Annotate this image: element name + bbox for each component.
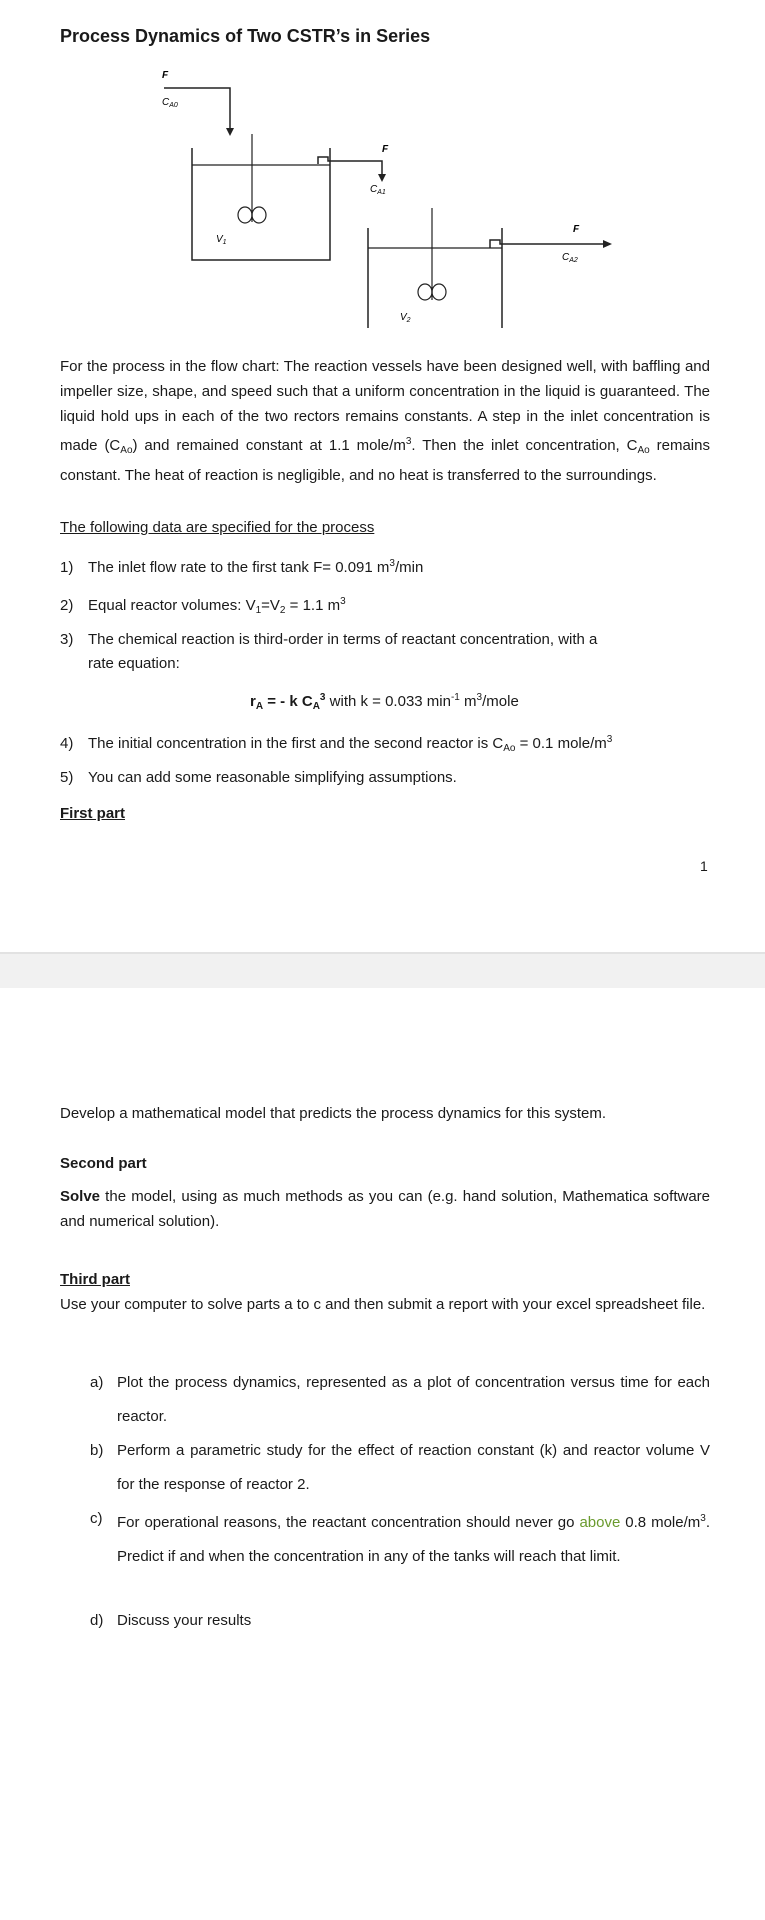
stirrer-2-blade-right	[432, 284, 446, 300]
svg-text:V1: $V_1$	[216, 234, 227, 246]
overflow-pipe-1	[318, 157, 382, 176]
highlight-above: above	[579, 1514, 621, 1531]
page-separator	[0, 952, 765, 988]
inlet-pipe	[164, 88, 230, 130]
list-item-5: 5) You can add some reasonable simplifying assumptions.	[60, 769, 457, 786]
subitem-a: a) Plot the process dynamics, represented as a plot of concentration versus time for each reactor.	[90, 1374, 710, 1425]
cstr-flow-diagram	[150, 58, 630, 328]
page-2	[0, 988, 765, 1920]
subitem-b: b) Perform a parametric study for the effect of reaction constant (k) and reactor volume V for the response of reactor 2.	[90, 1442, 710, 1493]
first-part-heading: First part	[60, 805, 126, 822]
page-1	[0, 0, 765, 950]
second-part-heading: Second part	[60, 1155, 147, 1172]
tank-2	[368, 228, 502, 328]
svg-text:CA2: $C_{A2}$	[562, 252, 578, 264]
list-item-1: 1) The inlet flow rate to the first tank F= 0.091 $m^3/\min$	[60, 558, 424, 576]
subitem-c: c) For operational reasons, the reactant concentration should never go above 0.8 mole/$m^3$. Predict if and when the concentration in any of the tanks will reach that limit.	[90, 1510, 710, 1565]
overflow-arrow-1	[378, 174, 386, 182]
list-item-3: 3) The chemical reaction is third-order in terms of reactant concentration, with a rate equation:	[60, 631, 598, 672]
develop-task: Develop a mathematical model that predicts the process dynamics for this system.	[60, 1105, 607, 1122]
svg-text:V2: $V_2$	[400, 312, 411, 324]
second-part-text: Solve the model, using as much methods as you can (e.g. hand solution, Mathematica software and numerical solution).	[60, 1188, 710, 1230]
inlet-arrow	[226, 128, 234, 136]
stirrer-1-blade-left	[238, 207, 252, 223]
stirrer-1-blade-right	[252, 207, 266, 223]
subitem-d: d) Discuss your results	[90, 1612, 252, 1629]
svg-text:F: F	[382, 144, 389, 155]
outlet-arrow	[603, 240, 612, 248]
intro-paragraph: For the process in the flow chart: The reaction vessels have been designed well, with baffling and impeller size, shape, and speed such that a uniform concentration in the liquid is guaranteed. The liquid hold ups in each of the two rectors remains constants. A step in the inlet concentration is made $(C_{Ao})$ and remained constant at 1.1 mole/$m^3$. Then the inlet concentration, $C_{Ao}$ remains constant. The heat of reaction is negligible, and no heat is transferred to the surroundings.	[60, 358, 710, 484]
svg-text:F: F	[573, 224, 580, 235]
list-item-4: 4) The initial concentration in the first and the second reactor is $C_{Ao} = 0.1$ mole/$m^3$	[60, 734, 613, 754]
page-number: 1	[700, 858, 708, 874]
document-title: Process Dynamics of Two CSTR’s in Series	[60, 26, 431, 46]
third-part-text: Use your computer to solve parts a to c and then submit a report with your excel spreadsheet file.	[60, 1296, 706, 1313]
svg-text:F: F	[162, 70, 169, 81]
rate-equation: $r_A$ = - k $C_A^3$ with k = 0.033 $\min^{-1}$ $m^3$/mole	[250, 692, 519, 712]
svg-text:CA0: $C_{A0}$	[162, 97, 178, 109]
stirrer-2-blade-left	[418, 284, 432, 300]
data-heading: The following data are specified for the process	[60, 519, 375, 536]
list-item-2: 2) Equal reactor volumes: $V_1=V_2 = 1.1$ $m^3$	[60, 596, 346, 616]
third-part-heading: Third part	[60, 1271, 130, 1288]
outlet-pipe	[490, 240, 605, 248]
svg-text:CA1: $C_{A1}$	[370, 184, 386, 196]
